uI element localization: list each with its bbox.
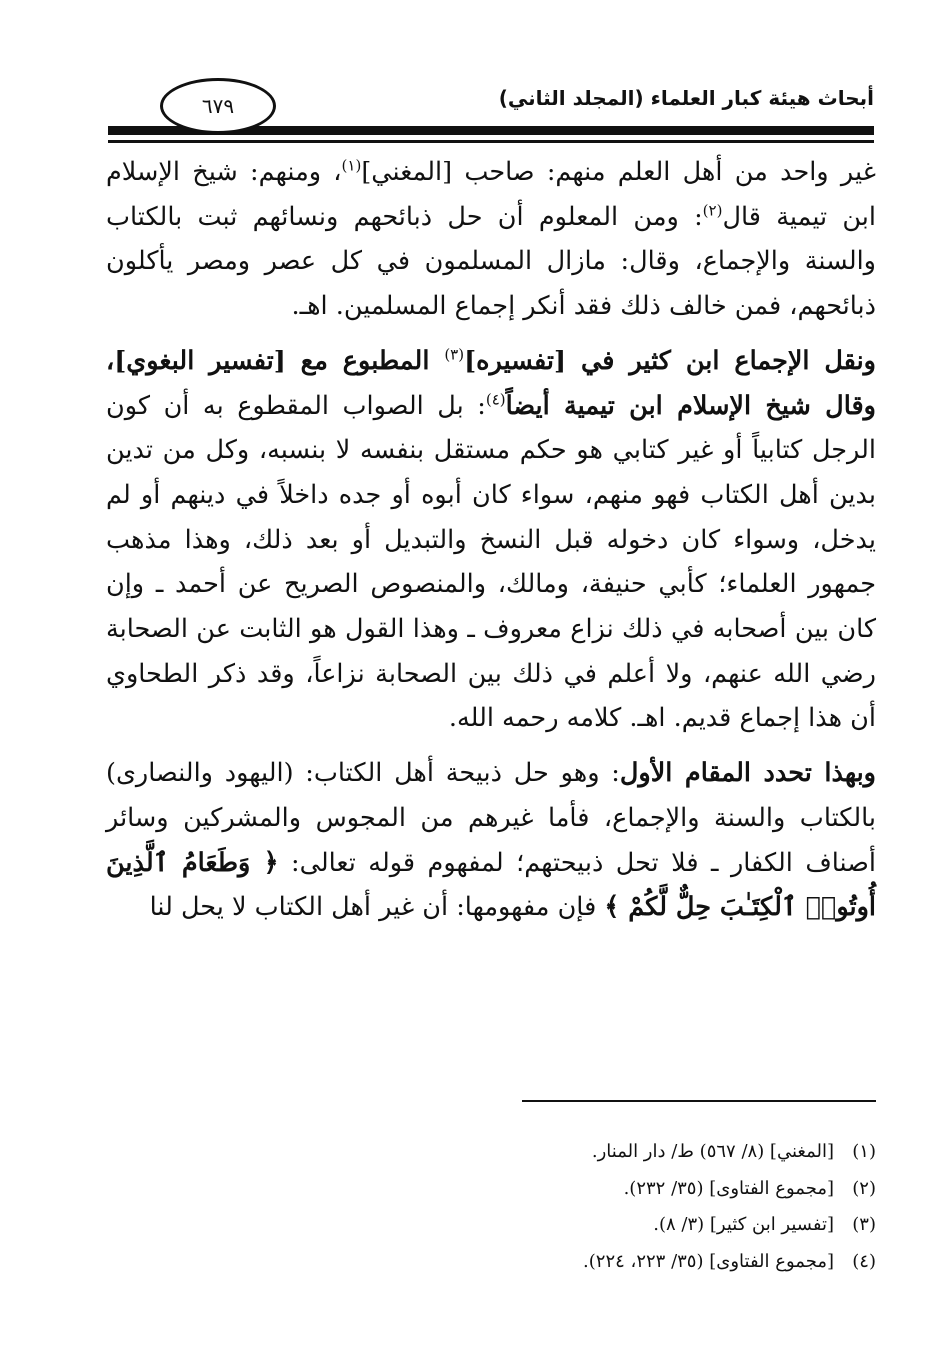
footnote-ref-1: (١) [341, 156, 362, 175]
footnote-number: (٤) [852, 1250, 876, 1272]
footnotes [176, 1134, 876, 1280]
page-number: ٦٧٩ [201, 94, 235, 118]
footnote-separator [522, 1100, 876, 1102]
page-number-badge [160, 78, 276, 134]
bold-text-run: وبهذا تحدد المقام الأول [619, 758, 877, 789]
footnote [176, 1171, 876, 1208]
footnote [176, 1244, 876, 1281]
footnote-number: (٢) [852, 1177, 876, 1199]
footnote-text: [تفسير ابن كثير] (٣/ ٨). [653, 1214, 834, 1235]
footnote-ref-2: (٢) [702, 201, 723, 220]
header-rule-thin [108, 140, 874, 143]
paragraph-2 [106, 339, 876, 741]
running-header-title: أبحاث هيئة كبار العلماء (المجلد الثاني) [498, 86, 874, 110]
text-run: غير واحد من أهل العلم منهم: صاحب [المغني] [361, 157, 876, 187]
paragraph-1 [106, 150, 876, 329]
bold-text-run: ونقل الإجماع ابن كثير في [تفسيره] [464, 345, 876, 376]
quran-verse: ﴿ وَطَعَامُ ٱلَّذِينَ أُوتُوا۟ ٱلْكِتَـٰبَ حِلٌّ لَّكُمْ ﴾ [106, 847, 876, 923]
footnote-text: [مجموع الفتاوى] (٣٥/ ٢٢٣، ٢٢٤). [583, 1250, 834, 1272]
footnote-text: [مجموع الفتاوى] (٣٥/ ٢٣٢). [623, 1177, 834, 1199]
text-run: : ومن المعلوم أن حل ذبائحهم ونسائهم ثبت بالكتاب والسنة والإجماع، وقال: مازال المسلمون في كل عصر ومصر يأكلون ذبائحهم، فمن خالف ذلك فقد أنكر إجماع المسلمين. اهـ. [106, 201, 876, 322]
footnote-ref-4: (٤) [485, 390, 506, 409]
text-run: : وهو حل ذبيحة أهل الكتاب: (اليهود والنصارى) بالكتاب والسنة والإجماع، فأما غيرهم من المجوس والمشركين وسائر أصناف الكفار ـ فلا تحل ذبيحتهم؛ لمفهوم قوله تعالى: [106, 758, 876, 878]
text-run: : بل الصواب المقطوع به أن كون الرجل كتابياً أو غير كتابي هو حكم مستقل بنفسه لا بنسبه، وكل من تدين بدين أهل الكتاب فهو منهم، سواء كان أبوه أو جده داخلاً في دينهم أو لم يدخل، وسواء كان دخوله قبل النسخ والتبديل أو بعد ذلك، وهذا مذهب جمهور العلماء؛ كأبي حنيفة، ومالك، والمنصوص الصريح عن أحمد ـ وإن كان بين أصحابه في ذلك نزاع معروف ـ وهذا القول هو الثابت عن الصحابة رضي الله عنهم، ولا أعلم في ذلك بين الصحابة نزاعاً، وقد ذكر الطحاوي أن هذا إجماع قديم. اهـ. كلامه رحمه الله. [106, 390, 876, 734]
footnote-number: (١) [852, 1141, 876, 1162]
text-run: فإن مفهومها: أن غير أهل الكتاب لا يحل لنا [149, 892, 605, 923]
bold-text-run: المطبوع مع [تفسير البغوي]، وقال شيخ الإسلام ابن تيمية أيضاً [106, 345, 876, 421]
main-text [106, 150, 876, 930]
footnote-ref-3: (٣) [444, 345, 465, 364]
footnote [176, 1134, 876, 1171]
footnote-text: [المغني] (٨/ ٥٦٧) ط/ دار المنار. [591, 1141, 834, 1162]
footnote-number: (٣) [852, 1214, 876, 1235]
text-run: ، ومنهم: شيخ الإسلام ابن تيمية قال [106, 157, 876, 232]
paragraph-3 [106, 751, 876, 930]
footnote [176, 1207, 876, 1244]
